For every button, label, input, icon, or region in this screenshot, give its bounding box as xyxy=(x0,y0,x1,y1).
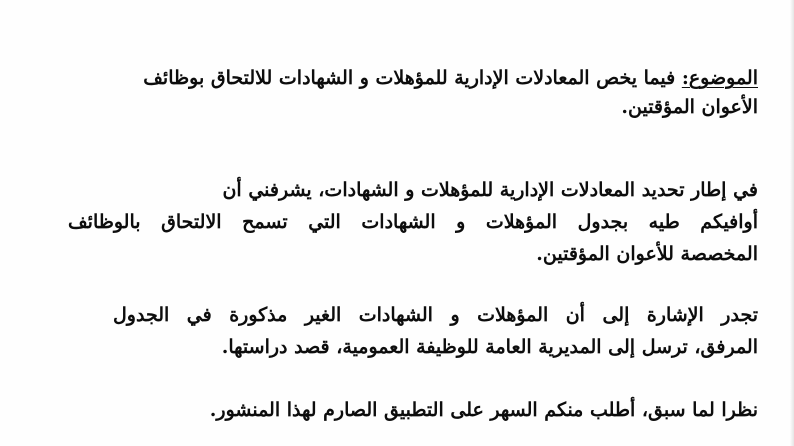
subject-text: فيما يخص المعادلات الإدارية للمؤهلات و الشهادات للالتحاق بوظائف xyxy=(143,67,676,89)
page-edge-shadow xyxy=(790,0,794,446)
paragraph-1-line-2: أوافيكم طيه بجدول المؤهلات و الشهادات التي تسمح الالتحاق بالوظائف xyxy=(68,211,758,233)
subject-label: الموضوع: xyxy=(681,67,758,89)
subject-line-1 xyxy=(38,66,758,90)
paragraph-1-line-1: في إطار تحديد المعادلات الإدارية للمؤهلات و الشهادات، يشرفني أن xyxy=(222,179,758,201)
paragraph-3-line-1: نظرا لما سبق، أطلب منكم السهر على التطبيق الصارم لهذا المنشور. xyxy=(209,399,758,421)
paragraph-2-line-1: تجدر الإشارة إلى أن المؤهلات و الشهادات الغير مذكورة في الجدول xyxy=(113,304,758,326)
subject-line-2: الأعوان المؤقتين. xyxy=(621,96,758,118)
paragraph-1-line-3: المخصصة للأعوان المؤقتين. xyxy=(536,243,758,265)
paragraph-2-line-2: المرفق، ترسل إلى المديرية العامة للوظيفة العمومية، قصد دراستها. xyxy=(221,336,758,358)
